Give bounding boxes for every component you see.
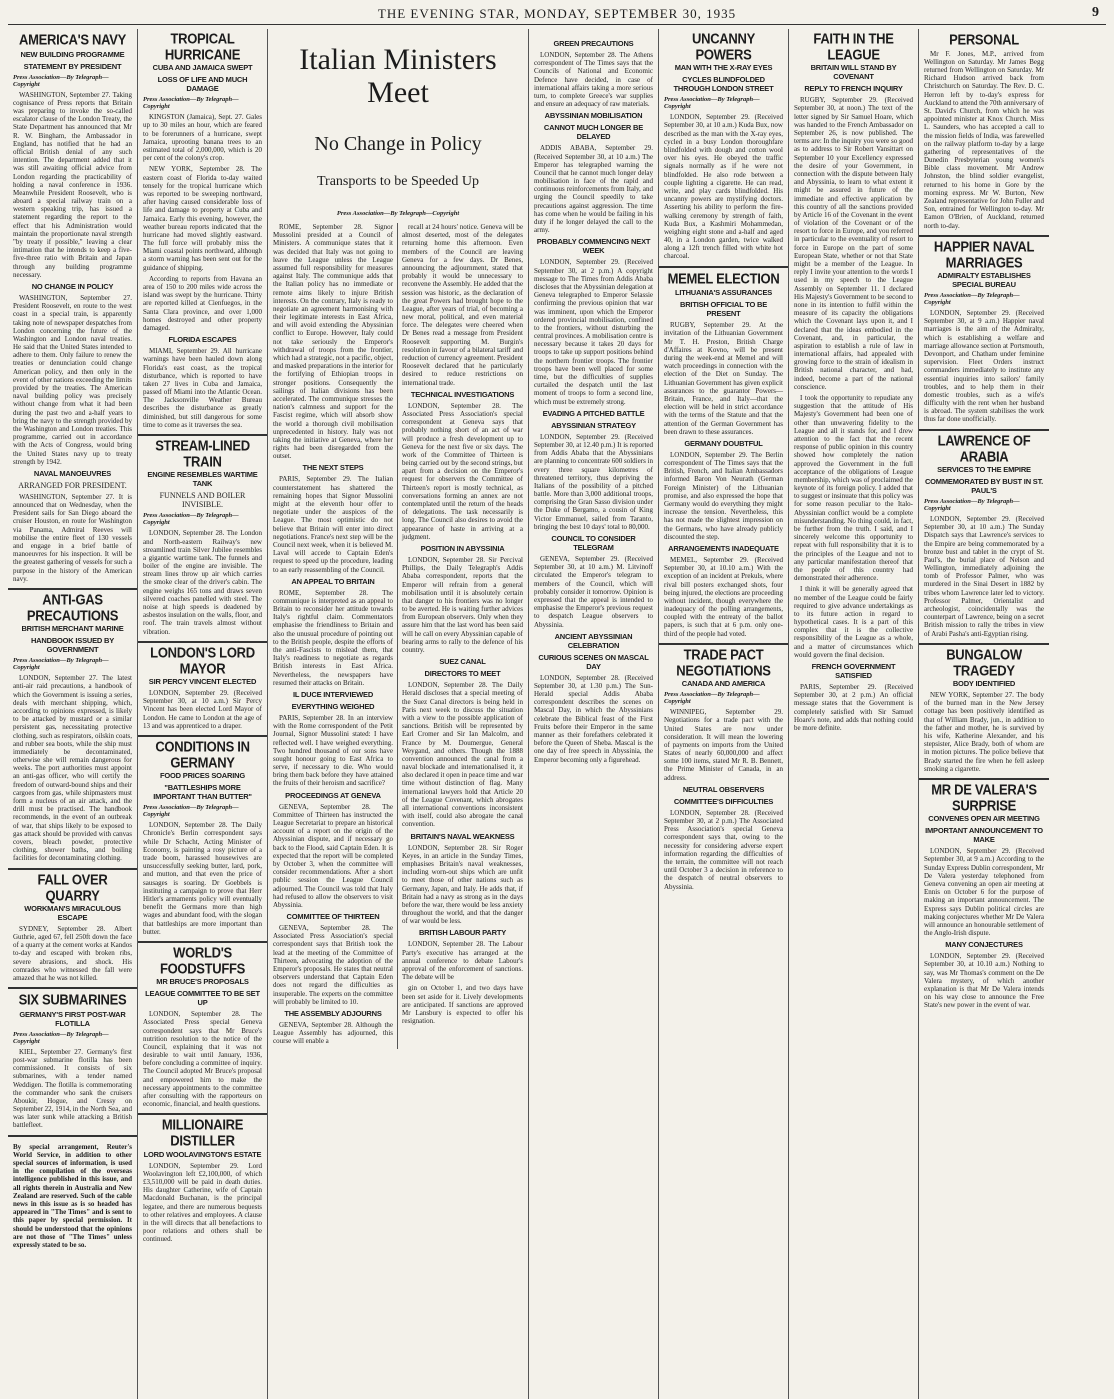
subhead: THE ASSEMBLY ADJOURNS — [284, 1008, 382, 1018]
headline-trade-pact: TRADE PACT NEGOTIATIONS — [676, 645, 771, 679]
headline-lord-mayor: LONDON'S LORD MAYOR — [150, 643, 255, 677]
subhead: NO CHANGE IN POLICY — [31, 281, 114, 291]
subhead: CANADA AND AMERICA — [681, 679, 766, 689]
headline-lawrence-of-arabia: LAWRENCE OF ARABIA — [937, 431, 1031, 465]
article-text: LONDON, September 28. The Associated Press special Geneva correspondent says that Mr Bruce's nutrition resolution to the notice of the Council, explaining that it was not desirable to wait until January, 1936, before concluding a committee of inquiry. The Council adopted Mr Bruce's proposal and empowered him to make the necessary appointments to the committee after consulting with the rapporteurs on economic, financial, and health questions. — [143, 1010, 262, 1109]
credit-line: Press Association—By Telegraph—Copyright — [336, 210, 460, 217]
credit-line: Press Association—By Telegraph—Copyright — [664, 96, 760, 111]
subhead: FRENCH GOVERNMENT SATISFIED — [811, 662, 896, 681]
article-text: recall at 24 hours' notice. Geneva will be almost deserted, most of the delegates returning home this afternoon. Even members of the Council are leaving Geneva for a few days. Dr Benes, announcing the adjournment, stated that probably it would be unnecessary to reconvene the Assembly. He added that the session was historic, as the declaration of the great Powers had brought hope to the League, after years of trial, of becoming a new moral, political, and even material force. The delegates were cheered when Dr Benes read a message from President Roosevelt supporting M. Burgin's resolution in favour of a bilateral tariff and reduction of currency agreement. President Roosevelt declared that he particularly desired to reduce restrictions on international trade. — [402, 223, 523, 387]
credit-line: Press Association—By Telegraph—Copyright — [664, 691, 760, 706]
subhead: TECHNICAL INVESTIGATIONS — [410, 389, 515, 399]
subhead: REPLY TO FRENCH INQUIRY — [804, 84, 903, 94]
page-number: 9 — [1092, 5, 1100, 20]
subhead: MANY CONJECTURES — [945, 940, 1023, 950]
article-text: LONDON, September 28. The Daily Herald discloses that a special meeting of the Suez Canal directors is being held in Paris next week to discuss the situation with a view to the possible application of sanctions. British will be represented by Earl Cromer and Sir Ian Malcolm, and France by M. Doumergue, General Weygand, and others. Though the 1888 convention announced the canal from a naval blockade and internationalised it, it also declared it open in peace time and war time without distinction of flag. Many international lawyers hold that Article 20 of the League Covenant, which abrogates all international conventions inconsistent with itself, could also abrogate the canal convention. — [402, 681, 523, 829]
subhead: POSITION IN ABYSSINIA — [420, 543, 505, 553]
headline-de-valera: MR DE VALERA'S SURPRISE — [931, 780, 1037, 814]
subhead: "BATTLESHIPS MORE IMPORTANT THAN BUTTER" — [153, 783, 252, 802]
article-text: SYDNEY, September 28. Albert Guthrie, aged 67, fell 250ft down the face of a quarry at the cement works at Kandos to-day and escaped with broken ribs, severe abrasions, and shock. His comrades who witnessed the fall were amazed that he was not killed. — [13, 924, 132, 982]
article-text: LONDON, September 29. (Received September 30, at 9 a.m.) According to the Sunday Express Dublin correspondent, Mr De Valera yesterday telephoned from Geneva convening an open air meeting at Ennis on October 6 for the purpose of making an important announcement. The Express says Dublin political circles are making conjectures whether Mr De Valera will announce an honourable settlement of the Anglo-Irish dispute. — [924, 847, 1044, 938]
headline-anti-gas: ANTI-GAS PRECAUTIONS — [26, 590, 119, 624]
subhead: COMMITTEE'S DIFFICULTIES — [673, 796, 774, 806]
subhead: CURIOUS SCENES ON MASCAL DAY — [538, 652, 649, 671]
subhead: LEAGUE COMMITTEE TO BE SET UP — [145, 989, 260, 1008]
article-text: WASHINGTON, September 27. President Roosevelt, en route to the west coast in a special train, is apparently taking note of newspaper despatches from London concerning the future of the Washington and London naval treaties. He said that the United States intended to adhere to them. Only failure to renew the treaties or denunciation could change American policy, and then only in the event of other nations exceeding the limits provided by the treaties. The American naval building policy was precisely without change from what it had been during the past two and a-half years to bring the navy to the strength provided by the Washington and London treaties. This programme, carried out in accordance with the Acts of Congress, would bring the United States navy up to treaty strength by 1942. — [13, 293, 132, 466]
article-text: LONDON, September 28. The Athens correspondent of The Times says that the Councils of National and Economic Defence have decided, in case of international affairs taking a more serious turn, to complete Greece's war supplies and ensure an adequacy of raw materials. — [534, 51, 653, 109]
subhead: NEUTRAL OBSERVERS — [682, 784, 765, 794]
headline-millionaire-distiller: MILLIONAIRE DISTILLER — [161, 1116, 244, 1150]
subhead: ARRANGEMENTS INADEQUATE — [668, 543, 779, 553]
article-text: LONDON, September 28. The Associated Press Association's special correspondent at Geneva says that probably nothing short of an act of war will produce a fresh development up to Geneva for the next five or six days. The work of the Committee of Thirteen is being carried out by the second strings, but apart from a decision on the Emperor's request for observers the Committee of Thirteen's report is mostly technical, as conversations forming an annex are not contemplated until the return of the heads of delegations. The task necessarily is long. The Council also desires to avoid the appearance of haste in arriving at a judgment. — [402, 401, 523, 541]
subhead: WORKMAN'S MIRACULOUS ESCAPE — [24, 903, 121, 922]
subhead: CONVENES OPEN AIR MEETING — [928, 814, 1040, 824]
headline-americas-navy: AMERICA'S NAVY — [19, 30, 126, 49]
divider — [8, 588, 137, 590]
subhead: PROCEEDINGS AT GENEVA — [285, 790, 381, 800]
article-text: LONDON, September 28. (Received September 30, at 1.30 p.m.) The Sun-Herald special Addis Ababa correspondent describes the scenes on Mascal Day, in which the Abyssinians celebrate the Biblical feast of the First Fruits before their Emperor in the same manner as their forefathers celebrated it before the Queen of Sheba. Mascal is the one day of free speech in Abyssinia, the Emperor becoming only a figurehead. — [534, 673, 653, 764]
main-story — [268, 29, 529, 1399]
subhead: ABYSSINIAN STRATEGY — [551, 420, 636, 430]
headline-naval-marriages: HAPPIER NAVAL MARRIAGES — [933, 237, 1035, 271]
article-text: LONDON, September 27. The latest anti-air raid precautions, a handbook of which the Government is issuing a series, deals with merchant shipping, which, according to opinions expressed, is likely to be attacked by mustard or a similar persistent gas, necessitating protective clothing, such as respirators, oilskin coats, and rubber sea boots, while the ship must immediately be decontaminated, otherwise she will remain dangerous for weeks. The port authorities must appoint an anti-gas officer, who will certify the freedom of outward-bound ships and their cargoes from gas, while shipmasters must form a nucleus of an air attack, and the drill must be practised. The handbook recommends, in the event of an outbreak of war, that ships likely to be exposed to gas attack should be provided with canvas covers, bleach powder, protective clothing, shower baths, and boiling facilities for decontaminating clothing. — [13, 674, 132, 863]
divider — [659, 266, 788, 268]
headline-conditions-germany: CONDITIONS IN GERMANY — [155, 737, 250, 771]
subhead: LORD WOOLAVINGTON'S ESTATE — [143, 1149, 262, 1159]
main-headline: Italian Ministers Meet — [299, 43, 497, 109]
article-text: GENEVA, September 28. The Associated Press Association's special correspondent says that British took the lead at the meeting of the Committee of Thirteen, advocating the adoption of the Emperor's proposals. He states that neutral observers understand that Captain Eden does not regard the difficulties as insuperable. The experts on the committee will probably be limited to 10. — [273, 924, 393, 1006]
subhead: BRITISH LABOUR PARTY — [418, 928, 507, 938]
main-subheadline: No Change in Policy — [314, 133, 482, 155]
subhead: COMMITTEE OF THIRTEEN — [286, 912, 380, 922]
subhead: ADMIRALTY ESTABLISHES SPECIAL BUREAU — [937, 271, 1031, 290]
divider — [8, 868, 137, 870]
subhead: SERVICES TO THE EMPIRE — [937, 464, 1031, 474]
columns — [8, 29, 1106, 1399]
divider — [138, 641, 267, 643]
subhead: IMPORTANT ANNOUNCEMENT TO MAKE — [925, 826, 1043, 845]
subhead: PROBABLY COMMENCING NEXT WEEK — [536, 237, 651, 256]
column-2 — [138, 29, 268, 1399]
headline-worlds-foodstuffs: WORLD'S FOODSTUFFS — [159, 943, 246, 977]
subhead: EVERYTHING WEIGHED — [291, 701, 375, 711]
divider — [8, 987, 137, 989]
headline-tropical-hurricane: TROPICAL HURRICANE — [164, 29, 241, 63]
column-6 — [659, 29, 789, 1399]
article-text: WASHINGTON, September 27. Taking cognisance of Press reports that Britain was preparing to invoke the so-called escalator clause of the London Treaty, the State Department has announced that Mr R. W. Bingham, the Ambassador in England, has notified that he had an official British denial of any such intention. The department added that it was still awaiting official advice from London regarding the practicability of holding a naval conference in 1936. Meanwhile President Roosevelt, who is aboard a special railway train on a western speaking trip, has issued a statement regarding the report to the effect that his Administration would maintain the proportionate naval strength "by treaty if possible," leaving a clear intimation that he intends to keep a five-five-three ratio with Britain and Japan through any building programme necessary. — [13, 90, 132, 279]
article-text: NEW YORK, September 28. The eastern coast of Florida to-day waited tensely for the tropical hurricane which was reported to be sweeping northward, after having caused considerable loss of life and damage to property at Cuba and Jamaica. Early this evening, however, the weather bureau reports indicated that the hurricane had moved slightly eastward. The full force will probably miss the Miami coastal points northward, although a storm warning has been sent out for the guidance of shipping. — [143, 165, 262, 272]
divider — [8, 1135, 137, 1137]
article-text: LONDON, September 28. The London and North-eastern Railway's new streamlined train Silver Jubilee resembles a gigantic wartime tank. The funnels and boiler of the engine are invisible. The stream lines throw up air which carries the smoke clear of the driver's cabin. The engine weighs 165 tons and draws seven silvered coaches panelled with steel. The noise at high speeds is deadened by asbestos insulation on the walls, floor, and roof. The train travels almost without vibration. — [143, 529, 262, 636]
article-text: LONDON, September 28. The Labour Party's executive has arranged at the annual conference to debate Labour's approval of the enforcement of sanctions. The debate will be — [402, 940, 523, 982]
article-text: ADDIS ABABA, September 29. (Received September 30, at 10 a.m.) The Emperor has telegraphed warning the Council that he cannot much longer delay mobilisation in face of the rapid and continuous reinforcements from Italy, and urging the Council speedily to take precautions against aggression. The time has come when he would be failing in his duty if he longer delayed the call to the army. — [534, 144, 653, 235]
subhead: STATEMENT BY PRESIDENT — [23, 61, 122, 71]
column-7 — [789, 29, 919, 1399]
subhead: LOSS OF LIFE AND MUCH DAMAGE — [157, 75, 248, 94]
subhead: MAN WITH THE X-RAY EYES — [674, 63, 773, 73]
article-text: LONDON, September 29. (Received September 30, at 9 a.m.) Happier naval marriages is the aim of the Admiralty, which is establishing a welfare and marriage allowance section at Portsmouth, Devonport, and Chatham under feminine supervision. Fleet Orders instruct commanders immediately to institute any essential inquiries into sailors' family troubles, and to help them in their domestic troubles, such as a wife's difficulty with the rent when her husband is abroad. The system stabilises the work thus far done unofficially. — [924, 309, 1044, 424]
article-text: GENEVA, September 28. The Committee of Thirteen has instructed the League Secretariat to prepare an historical account of a report on the origin of the Abyssinian dispute, and if necessary go back to the Flood, said Captain Eden. It is expected that the report will be completed by October 3, when the committee will consider recommendations. After a short public session the League Council adjourned. The Council was told that Italy had refused to allow the observers to visit Abyssinia. — [273, 802, 393, 909]
subhead: AN APPEAL TO BRITAIN — [291, 576, 375, 586]
article-text: LONDON, September 29. (Received September 30, at 10.10 a.m.) Nothing to say, was Mr Thomas's comment on the De Valera mystery, of which another explanation is that Mr De Valera intends on his way close to announce the Free State's new power in the event of war. — [924, 952, 1044, 1010]
article-text: Mr F. Jones, M.P., arrived from Wellington on Saturday. Mr James Begg returned from Wellington on Saturday. Mr Richard Hudson arrived back from Christchurch on Saturday. The Rev. D. C. Herron left by to-day's express for Auckland to attend the 70th anniversary of St. David's Church, from which he was appointed minister at Knox Church. Miss L. Saunders, who has accepted a call to the mission fields of India, was farewelled on the railway platform to-day by a large gathering of representatives of the Dunedin Presbyterian young women's Bible class movement. Mr Andrew Johnston, the blind soldier evangelist, returned to his home in Gore by the morning express. Mr W. Burton, New Zealand representative for John Fuller and Son, entrained for Wellington to-day. Mr Eamon O'Brien, of Auckland, returned north to-day. — [924, 49, 1044, 230]
article-text: PARIS, September 28. In an interview with the Rome correspondent of the Petit Journal, Signor Mussolini stated: I have reflected well. I have weighed everything. Two hundred thousand of our sons have sought honour going to East Africa to serve, if necessary to die. Who would bring them back before they have attained the fruits of their heroism and sacrifice? — [273, 713, 393, 788]
article-text: gin on October 1, and two days have been set aside for it. Lively developments are anticipated. If sanctions are approved Mr Lansbury is expected to offer his resignation. — [402, 984, 523, 1026]
column-1 — [8, 29, 138, 1399]
subhead: BRITAIN WILL STAND BY COVENANT — [810, 63, 897, 82]
article-text: PARIS, September 29. The Italian counterstatement has shattered the remaining hopes that Signor Mussolini might at the eleventh hour offer to negotiate under the auspices of the League. The most optimistic do not believe that Britain will enter into direct negotiations. France's next step will be the Council next week, when it is believed M. Laval will accede to Captain Eden's request to speed up the procedure, leading to an early reassembling of the Council. — [273, 475, 393, 574]
masthead — [8, 6, 1106, 25]
article-text: LONDON, September 29. Lord Woolavington left £2,100,000, of which £3,510,000 will be paid in death duties. His daughter Catherine, wife of Captain Macdonald Buchanan, is the principal legatee, and there are numerous bequests to other relatives and employees. A clause in the will directs that all benefactions to poor relations and others shall be continued. — [143, 1161, 262, 1244]
credit-line: Press Association—By Telegraph—Copyright — [13, 1030, 109, 1045]
subhead: ENGINE RESEMBLES WARTIME TANK — [147, 470, 258, 489]
article-text: LONDON, September 29. (Received September 30, at 10 a.m.) The Sunday Dispatch says that Lawrence's services to the Empire are being commemorated by a bronze bust and tablet in the crypt of St. Paul's, the burial place of Nelson and Wellington, immediately adjoining the tomb of Professor Palmer, who was murdered in the Sinai Desert in 1882 by tribes whom Lawrence later led to victory. Professor Palmer, Orientalist and archeologist, coincidentally was the counterpart of Lawrence, being on a secret British mission to rally the tribes in view of Arabi Pasha's anti-Egyptian rising. — [924, 514, 1044, 638]
headline-personal: PERSONAL — [949, 30, 1019, 49]
article-text: LONDON, September 29. (Received September 30, at 2 p.m.) A copyright message to The Times from Addis Ababa discloses that the Abyssinian delegation at Geneva telegraphed to Emperor Selassie confirming the previous opinion that war was imminent, upon which the Emperor ordered provincial mobilisation, confined to the frontiers, without disturbing the central provinces. A mobilisation centre is necessary because it takes 20 days for troops to take up support positions behind the northern frontier troops. The frontier troops have been well placed for some time, but the difficulties of supplies curtailed the despatch until the last moment of troops to form a second line, which must be extremely strong. — [534, 258, 653, 406]
subhead: ARRANGED FOR PRESIDENT. — [18, 480, 127, 490]
article-text: LONDON, September 28. The Daily Chronicle's Berlin correspondent says while Dr Schacht, Acting Minister of Economy, is painting a rosy picture of a trade boom, harassed housewives are unsuccessfully seeking butter, lard, pork, and mutton, and that even the price of sausages is soaring. Dr Goebbels is instituting a campaign to prove that Herr Hitler's armaments policy will eventually benefit the Germans more than high wages and abundant food, with the slogan that battleships are more important than butter. — [143, 821, 262, 936]
article-text: ROME, September 28. Signor Mussolini presided at a Council of Ministers. A communique states that it was decided that Italy was not going to leave the League unless the League assumed full responsibility for measures against Italy. The communique adds that the Italian policy has no immediate or remote aims likely to injure British interests. On the contrary, Italy is ready to negotiate an agreement harmonising with their legitimate interests in East Africa, and will avoid extending the Abyssinian conflict to Europe. However, Italy could not take seriously the Emperor's withdrawal of troops from the frontier, which had a strategic, not a pacific, object, and masked preparations in the interior for the fortifying of Ethiopian troops in stronger positions. Consequently the sailings of Italian divisions has been accelerated. The communique stresses the nation's calmness and support for the Fascist regime, which will absorb show the world a thorough civil mobilisation unprecedented in history. Italy was not taking the initiative at Geneva, where her rights had been disregarded from the outset. — [273, 223, 393, 461]
subhead: ANCIENT ABYSSINIAN CELEBRATION — [554, 631, 633, 650]
subhead: DIRECTORS TO MEET — [424, 669, 501, 679]
article-text: According to reports from Havana an area of 150 to 200 miles wide across the island was swept by the hurricane. Thirty are reported killed at Cienfuegos, in the Santa Clara province, and over 1,000 homes destroyed and other property damaged. — [143, 274, 262, 332]
subhead: LITHUANIA'S ASSURANCES — [674, 288, 773, 298]
main-story-body — [273, 223, 523, 1049]
subhead: GREEN PRECAUTIONS — [553, 39, 634, 48]
subhead: FUNNELS AND BOILER INVISIBLE. — [159, 491, 246, 510]
subhead: CUBA AND JAMAICA SWEPT — [152, 63, 253, 73]
divider — [919, 778, 1049, 780]
divider — [138, 735, 267, 737]
credit-line: Press Association—By Telegraph—Copyright — [143, 96, 239, 111]
main-subheadline-2: Transports to be Speeded Up — [316, 174, 480, 189]
subhead: GERMANY DOUBTFUL — [684, 438, 763, 448]
subhead: FOOD PRICES SOARING — [160, 771, 245, 781]
article-text: WASHINGTON, September 27. It is announced that on Wednesday, when the President sails for San Diego aboard the cruiser Houston, en route for Washington via Panama, Admiral Reeves will mobilise the entire fleet of 130 vessels and engage in a brief battle of manoeuvres for his inspection. It will be the greatest gathering of vessels for such a purpose in the history of the American navy. — [13, 492, 132, 583]
divider — [138, 434, 267, 436]
subhead: IL DUCE INTERVIEWED — [292, 689, 374, 699]
article-text: LONDON, September 28. (Received September 30, at 2 p.m.) The Associated Press Association's special Geneva correspondent says that, owing to the necessity for considering adverse expert information regarding the difficulties of the terrain, the committee will not reach until October 3 a decision in reference to the despatch of neutral observers to Abyssinia. — [664, 808, 783, 891]
masthead-title: THE EVENING STAR, MONDAY, SEPTEMBER 30, 1935 — [377, 6, 737, 21]
copyright-notice: By special arrangement, Reuter's World Service, in addition to other special sources of information, is used in the compilation of the overseas intelligence published in this issue, and all rights therein in Australia and New Zealand are reserved. Such of the cable news in this issue as is so headed has appeared in "The Times" and is sent to this paper by special permission. It should be understood that the opinions are not those of "The Times" unless expressly stated to be so. — [13, 1142, 132, 1249]
subhead: EVADING A PITCHED BATTLE — [542, 408, 645, 418]
subhead: GERMANY'S FIRST POST-WAR FLOTILLA — [19, 1009, 126, 1028]
divider — [919, 643, 1049, 645]
credit-line: Press Association—By Telegraph—Copyright — [143, 804, 239, 819]
article-text: GENEVA, September 29. (Received September 30, at 10 a.m.) M. Litvinoff circulated the Emperor's telegram to members of the Council, which will probably consider it tomorrow. Opinion is expressed that the appeal is intended to emphasise the Emperor's previous request to despatch League observers to Abyssinia. — [534, 555, 653, 629]
subhead: SIR PERCY VINCENT ELECTED — [148, 677, 257, 687]
credit-line: Press Association—By Telegraph—Copyright — [924, 497, 1020, 512]
subhead: COUNCIL TO CONSIDER TELEGRAM — [551, 534, 636, 552]
article-text: GENEVA, September 28. Although the League Assembly has adjourned, this course will enable a — [273, 1020, 393, 1046]
headline-faith-in-league: FAITH IN THE LEAGUE — [813, 29, 894, 63]
article-text: RUGBY, September 29. At the invitation of the Lithuanian Government Mr T. H. Preston, British Charge d'Affaires at Kovno, will be present during the week-end at Memel and will watch proceedings in connection with the election of the Diet on Sunday. The Lithuanian Government has given explicit assurances to the guarantor Powers—Britain, France, and Italy—that the election will be held in strict accordance with the terms of the Statute and that the attention of the German Government has been drawn to these assurances. — [664, 321, 783, 436]
subhead: ABYSSINIAN MOBILISATION — [544, 111, 643, 121]
article-text: LONDON, September 29. (Received September 30, at 12.40 p.m.) It is reported from Addis Ababa that the Abyssinians are planning to concentrate 600 soldiers in every three square kilometres of threatened territory, thus depriving the Italians of the possibility of a pitched battle. More than 3,000 additional troops, comprising the Gran Sasso division under the Duke of Bergamo, a cousin of King Victor Emmanuel, sailed from Taranto, bringing the best 10 days' total to 80,000. — [534, 432, 653, 531]
subhead: SUEZ CANAL — [439, 657, 486, 667]
article-text: LONDON, September 28. Sir Roger Keyes, in an article in the Sunday Times, emphasises Britain's naval weaknesses, including worn-out ships which are unfit to meet those of other nations such as Germany, Japan, and Italy. He adds that, if Britain had a navy as strong as in the days before the war, there would be less anxiety throughout the world, and that the danger of war would be less. — [402, 843, 523, 926]
headline-fall-over-quarry: FALL OVER QUARRY — [37, 870, 108, 904]
divider — [919, 235, 1049, 237]
subhead: BODY IDENTIFIED — [952, 679, 1016, 689]
subhead: HANDBOOK ISSUED BY GOVERNMENT — [30, 636, 115, 655]
divider — [659, 643, 788, 645]
subhead: COMMEMORATED BY BUST IN ST. PAUL'S — [924, 476, 1044, 495]
subhead: MR BRUCE'S PROPOSALS — [156, 977, 249, 987]
article-text: KINGSTON (Jamaica), Sept. 27. Gales up to 30 miles an hour, which are feared to be forerunners of a hurricane, swept Jamaica, uprooting banana trees to an estimated total of 2,000,000, which is 20 per cent of the colony's crop. — [143, 113, 262, 163]
subhead: THE NEXT STEPS — [302, 463, 364, 473]
subhead: NAVAL MANOEUVRES — [33, 468, 112, 478]
headline-uncanny-powers: UNCANNY POWERS — [692, 29, 755, 63]
subhead: NEW BUILDING PROGRAMME — [20, 49, 125, 59]
headline-stream-lined-train: STREAM-LINED TRAIN — [155, 436, 250, 470]
article-text: I took the opportunity to repudiate any suggestion that the attitude of His Majesty's Government had been one of other than unwavering fidelity to the League and all it stands for, and I drew attention to the fact that the recent response of public opinion in this country showed how completely the nation approved the Government in the full acceptance of the obligations of League membership, which was of proclaimed the keynote of its foreign policy. I added that to suggest or insinuate that this policy was for some reason peculiar to the Italo-Abyssinian conflict would be a complete misunderstanding. No thing could, in fact, be further from the truth. I said, and I sincerely welcome this opportunity to repeat with full responsibility that it is to the principles of the League and not to any particular manifestation thereof that the people of this country had demonstrated their adherence. — [794, 394, 913, 583]
subhead: BRITISH MERCHANT MARINE — [21, 624, 124, 634]
article-text: ROME, September 28. The communique is interpreted as an appeal to Britain to reconsider her attitude towards Italy's rightful claim. Commentators emphasise the friendliness to Britain and also the unusual procedure of pointing out to the British people, despite the efforts of the anti-Fascists to mislead them, that Italy's readiness to negotiate as regards British interests in East Africa. Nevertheless, the newspapers have resumed their attacks on Britain. — [273, 588, 393, 687]
article-text: I think it will be generally agreed that no member of the League could be fairly required to give advance undertakings as to its future action in regard to hypothetical cases. It is a part of this complex that it is the collective responsibility of the League as a whole, and a matter of circumstances which would govern the final decision. — [794, 585, 913, 659]
divider — [138, 941, 267, 943]
subhead: CANNOT MUCH LONGER BE DELAYED — [543, 123, 644, 142]
column-8 — [919, 29, 1049, 1399]
article-text: MEMEL, September 29. (Received September 30, at 10.10 a.m.) With the exception of an incident at Prekuls, where rival bill posters exchanged shots, four being injured, the elections are proceeding without incident, though everywhere the inadequacy of the polling arrangements, coupled with the entreaty of the ballot papers, is such that at 6 p.m. only one-third of the people had voted. — [664, 555, 783, 638]
article-text: RUGBY, September 29. (Received September 30, at noon.) The text of the letter signed by Sir Samuel Hoare, which was handed to the French Ambassador on September 26, is now published. The terms are: In the inquiry you were so good as to address to Sir Robert Vansittart on September 10 your Excellency expressed the desire of your Government, in connection with the dispute between Italy and Abyssinia, to learn to what extent it might be assured in future of the immediate and effective application by this country of all the sanctions provided by Article 16 of the Covenant in the event of violation of the Covenant or of the resort to force in Europe, and you referred in particular to the eventuality of resort to force in Europe on the part of some European State, whether or not that State might be a member of the League. In reply I invite your attention to the words I used in my speech to the League Assembly on September 11. I declared His Majesty's Government to be second to none in its intention to fulfil within the measure of its capacity the obligations which the Covenant lays upon it, and I declared that the ideas embodied in the Covenant, and, in particular, the aspiration to establish a rule of law in international affairs, had appealed with growing force to the strain of idealism in British national character, and had, indeed, become a part of the national conscience. — [794, 96, 913, 391]
main-story-right — [398, 223, 523, 1049]
credit-line: Press Association—By Telegraph—Copyright — [143, 512, 239, 527]
article-text: LONDON, September 29. (Received September 30, at 10 a.m.) Sir Percy Vincent has been elected Lord Mayor of London. He came to London at the age of 13 and was apprenticed to a draper. — [143, 689, 262, 730]
article-text: NEW YORK, September 27. The body of the burned man in the New Jersey cottage has been positively identified as that of William Brady, jun., in addition to the father and mother, he is survived by his wife, Katherine Alexander, and his stepsister, Alice Brady, both of whom are in motion pictures. The police believe that Brady started the fire when he fell asleep smoking a cigarette. — [924, 691, 1044, 773]
article-text: KIEL, September 27. Germany's first post-war submarine flotilla has been commissioned. It consists of six submarines, with a tender named Weddigen. The flotilla is commemorating the commander who sank the cruisers Aboukir, Hogue, and Cressy on September 22, 1914, in the North Sea, and was later sunk while attacking a British battlefleet. — [13, 1047, 132, 1130]
credit-line: Press Association—By Telegraph—Copyright — [13, 657, 109, 672]
article-text: PARIS, September 29. (Received September 30, at 2 p.m.) An official message states that the Government is completely satisfied with Sir Samuel Hoare's note, and adds that nothing could be more definite. — [794, 683, 913, 732]
main-story-left — [273, 223, 398, 1049]
article-text: LONDON, September 29. (Received September 30, at 10 a.m.) Kuda Bux, now described as the man with the X-ray eyes, cycled in a busy London thoroughfare blindfolded with dough and cotton wool over his eyes. He obeyed the traffic signals normally as if he were not blindfolded. He also rode between a couple lighting a cigarette. He can read, write, and play cards blindfolded. His uncanny powers are mystifying doctors. Asserting his ability to perform the fire-walking ceremony by strength of faith, Kuda Bux, a Kashmiri Mohammedan, weighing eight stone and a-half and aged 40, in a London garden, twice walked along a 12ft trench filled with white hot charcoal. — [664, 113, 783, 261]
article-text: MIAMI, September 29. All hurricane warnings have been hauled down along Florida's east coast, as the tropical disturbance, which is reported to have taken 27 lives in Cuba and Jamaica, passed off Miami into the Atlantic Ocean. The Jacksonville Weather Bureau describes the disturbance as greatly diminished, but still dangerous for some time to come as it traverses the sea. — [143, 347, 262, 429]
subhead: BRITISH OFFICIAL TO BE PRESENT — [680, 300, 767, 319]
column-5 — [529, 29, 659, 1399]
article-text: WINNIPEG, September 29. Negotiations for a trade pact with the United States are now under consideration. It will mean the lowering of payments on imports from the United States of nearly 60,000,000 and affect some 100 items, stated Mr R. B. Bennett, the Prime Minister of Canada, in an address. — [664, 708, 783, 782]
article-text: LONDON, September 29. The Berlin correspondent of The Times says that the British, French, and Italian Ambassadors informed Baron Von Neurath (German Foreign Minister) of the Lithuanian promise, and also expressed the hope that Germany would do everything they might increase the tension. Nevertheless, this has not made the slightest impression on the Germans, who have already publicly discounted the step. — [664, 450, 783, 541]
divider — [919, 429, 1049, 431]
subhead: BRITAIN'S NAVAL WEAKNESS — [410, 831, 515, 841]
article-text: LONDON, September 28. Sir Percival Phillips, the Daily Telegraph's Addis Ababa correspondent, reports that the Emperor will refrain from a general mobilisation until it is absolutely certain that danger to his frontiers was no longer to be averted. He is waiting further advices from European observers. Only when they assure him that the last word has been said will he call on every Abyssinian capable of bearing arms to rally to the defence of his country. — [402, 555, 523, 654]
subhead: CYCLES BLINDFOLDED THROUGH LONDON STREET — [673, 75, 774, 94]
subhead: FLORIDA ESCAPES — [168, 335, 237, 345]
headline-six-submarines: SIX SUBMARINES — [18, 990, 127, 1009]
headline-bungalow-tragedy: BUNGALOW TRAGEDY — [946, 645, 1022, 679]
credit-line: Press Association—By Telegraph—Copyright — [924, 292, 1020, 307]
credit-line: Press Association—By Telegraph—Copyright — [13, 73, 109, 88]
headline-memel-election: MEMEL ELECTION — [667, 269, 780, 287]
